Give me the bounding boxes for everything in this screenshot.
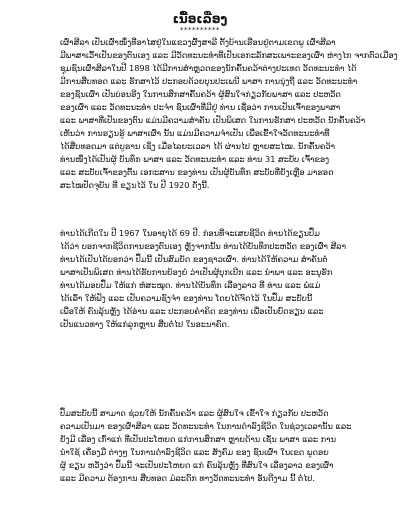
paragraph-line: ຂອງຊົນເຜົ່າ ເປັນບ່ອນອີງ ໃນການສຶກສາຄົ້ນຄວ້າ ຜູ້ສົນໃຈກ່ຽວກັບພາສາ ແລະ ປະຫວັດ — [60, 89, 341, 99]
paragraph-line: ທ່ານໄດ້ມອບປຶ້ມ ໃຫ້ແກ່ ຫໍສະໝຸດ. ທ່ານໄດ້ບັນທຶກ ເລື່ອງລາວ ທີ່ ທ່ານ ແລະ ພໍ່ແມ່ — [60, 280, 321, 290]
paragraph-line: ເຫັນວ່າ ການຮຽນຮູ້ ພາສາເຜົ່າ ນັ້ນ ແມ່ນມີຄວາມຈຳເປັນ ເພື່ອເຂົ້າໃຈວັດທະນະທຳທີ່ — [60, 128, 330, 138]
paragraph-line: ໄດ້ວ່າ ບອກຈາກຊີວິດການຂອງຕົນເອງ ຫຼັງຈາກນັ້ນ ທ່ານໄດ້ບັນທຶກປະຫວັດ ຂອງເຜົ່າ ສີລາ — [60, 241, 347, 251]
paragraph-line: ແລະ ສະບັບເຈົ້າຂອງຕົ້ນ ເອກະສານ ຂອງທ່ານ ເປັນຜູ້ບັນທຶກ ສະບັບທີ່ຍັງເຫຼືອ ມາຮອດ — [60, 167, 334, 177]
paragraph-line: ໄດ້ເລົ່າ ໃຫ້ຟັງ ແລະ ເປັນຄວາມຊົງຈຳ ຂອງທ່ານ ໂດຍໄດ້ຈົດໄວ້ ໃນປຶ້ມ ສະບັບນີ້ — [60, 293, 313, 303]
paragraph-line: ທ່ານໄດ້ເກີດໃນ ປີ 1967 ໃນອາຍຸໄດ້ 69 ປີ. ກ່ອນທີ່ຈະເສຍຊີວິດ ທ່ານໄດ້ຂຽນປຶ້ມ — [60, 228, 320, 238]
paragraph-line: ຍັງມີ ເລື່ອງ ເກົ່າແກ່ ທີ່ເປັນປະໂຫຍດ ແກ່ການສຶກສາ ຫຼາຍດ້ານ ເຊັ່ນ ພາສາ ແລະ ການ — [60, 434, 336, 444]
paragraph-line: ປຶ້ມສະບັບນີ້ ສາມາດ ຊ່ວຍໃຫ້ ນັກຄົ້ນຄວ້າ ແລະ ຜູ້ສົນໃຈ ເຂົ້າໃຈ ກ່ຽວກັບ ປະຫວັດ — [60, 408, 329, 418]
paragraph-line: ນຳໃຊ້ ເຄື່ອງມື ຕ່າງໆ ໃນການດຳລົງຊີວິດ ແລະ ສັງຄົມ ຂອງ ຊົນເຜົ່າ ໃນເຂດ ພູດອຍ — [60, 447, 329, 457]
paragraph-line: ໄດ້ສືບທອດມາ ແຕ່ບູຮານ ເຊິ່ງ ເມື່ອໄລຍະເວລາ ໄດ້ ຜ່ານໄປ ຫຼາຍສະໄໝ. ນັກຄົ້ນຄວ້າ — [60, 141, 336, 151]
paragraph-line: ຄວາມເປັນມາ ຂອງເຜົ່າສີລາ ແລະ ວັດທະນະທຳ ໃນການດຳລົງຊີວິດ ໃນຊ່ວງເວລານັ້ນ ແລະ — [60, 421, 352, 431]
paragraph-line: ມີການສືບທອດ ແລະ ຮັກສາໄວ້ ປະກອບດ້ວຍບຸນປະເພນີ ພາສາ ການນຸ່ງຖື ແລະ ວັດທະນະທຳ — [60, 76, 358, 86]
paragraph-line: ສະໄໝປັດຈຸບັນ ທີ່ ຂຽນໄວ້ ໃນ ປີ 1920 ດັ່ງນີ້. — [60, 180, 210, 190]
paragraph-line: ຊຸມຊົນເຜົ່າສີລາໃນປີ 1898 ໄດ້ມີການສຳຫຼວດຂອງນັກຄົ້ນຄວ້າຕ່າງປະເທດ ວັດທະນະທຳ ໄດ້ — [60, 63, 357, 73]
paragraph-line: ມີພາສາເວົ້າເປັນຂອງຕົນເອງ ແລະ ມີວັດທະນະທຳທີ່ເປັນເອກະລັກສະເພາະຂອງເຜົ່າ ຫ່າງໄກ ຈາກຕົວເມືອງ — [60, 50, 398, 60]
paragraph-line: ພາສາເປັນພິເສດ ທ່ານໄດ້ຮັບການຍ້ອງຍໍ ວ່າເປັນຜູ້ບຸກເບີກ ແລະ ນຳພາ ແລະ ອະນຸຮັກ — [60, 267, 333, 277]
paragraph-2 — [60, 227, 347, 331]
paragraph-line: ທ່ານໄດ້ເປັນໄດ້ບອກວ່າ ປຶ້ມນີ້ ເປັນສົມບັດ ຂອງຊາວເຜົ່າ. ທ່ານໄດ້ໃຫ້ຄວາມ ສຳຄັນຕໍ່ — [60, 254, 328, 264]
document-title: ເນື້ອເລື່ອງ — [172, 12, 228, 26]
paragraph-line: ຂອງເຜົ່າ ແລະ ວັດທະນະທຳ ປະຈຳ ຊົນເຜົ່າທີ່ມີຢູ່ ທ່ານ ເຊື່ອວ່າ ການເປັນເຈົ້າຂອງພາສາ — [60, 102, 341, 112]
paragraph-line: ແລະ ມີຄວາມ ຕ້ອງການ ສືບທອດ ມໍລະດົກ ທາງວັດທະນະທຳ ອັນດີງາມ ນີ້ ຕໍ່ໄປ. — [60, 473, 316, 483]
paragraph-line: ເຜົ່າສີລາ ເປັນເຜົ່າໜຶ່ງທີ່ອາໄສຢູ່ໃນແຂວງຜົ້ງສາລີ ຕັ້ງບ້ານເຮືອນຢູ່ຕາມເຂດພູ ເຜົ່າສີລາ — [60, 37, 336, 47]
paragraph-line: ຜູ້ ຂຽນ ຫວັງວ່າ ປຶ້ມນີ້ ຈະເປັນປະໂຫຍດ ແກ່ ຄົນລຸ້ນຫຼັງ ທີ່ສົນໃຈ ເລື່ອງລາວ ຂອງເຜົ່າ — [60, 460, 334, 470]
paragraph-line: ແລະ ພາສາທີ່ເປັນຂອງຕົນ ແມ່ນມີຄວາມສຳຄັນ ເປັນພິເສດ ໃນການຮັກສາ ປະຫວັດ ນັກຄົ້ນຄວ້າ — [60, 115, 366, 125]
paragraph-line: ເປັນແນວທາງ ໃຫ້ແກ່ລູກຫຼານ ສືບຕໍ່ໄປ ໃນອະນາຄົດ. — [60, 319, 230, 329]
title-decoration: ********** — [180, 26, 220, 34]
paragraph-1 — [60, 36, 398, 192]
paragraph-3 — [60, 407, 352, 485]
paragraph-line: ເພື່ອໃຫ້ ຄົນລຸ້ນຫຼັງ ໄດ້ອ່ານ ແລະ ປະກອບຄຳຄິດ ຂອງທ່ານ ເພື່ອເປັນບົດຮຽນ ແລະ — [60, 306, 324, 316]
paragraph-line: ທ່ານໜຶ່ງໄດ້ເປັນຜູ້ ບັນທຶກ ພາສາ ແລະ ວັດທະນະທຳ ແລະ ທ່ານ 31 ສະບັບ ເຈົ້າຂອງ — [60, 154, 330, 164]
